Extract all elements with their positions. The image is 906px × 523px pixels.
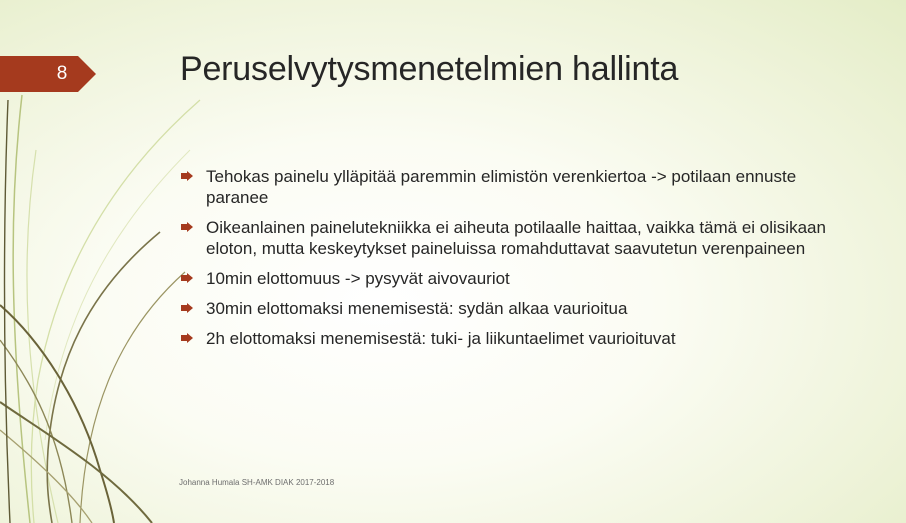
bullet-list (180, 166, 840, 358)
arrow-bullet-icon (181, 222, 193, 232)
bullet-text: 2h elottomaksi menemisestä: tuki- ja liikuntaelimet vaurioituvat (206, 329, 676, 348)
page-number: 8 (56, 63, 68, 84)
slide-title: Peruselvytysmenetelmien hallinta (180, 50, 679, 88)
arrow-bullet-icon (181, 303, 193, 313)
arrow-bullet-icon (181, 171, 193, 181)
bullet-item (180, 328, 840, 349)
bullet-text: Oikeanlainen painelutekniikka ei aiheuta potilaalle haittaa, vaikka tämä ei olisikaan eloton, mutta keskeytykset paineluissa romahduttavat saavutetun verenpaineen (206, 218, 826, 258)
bullet-item (180, 298, 840, 319)
page-number-tab (0, 56, 96, 92)
bullet-item (180, 166, 840, 208)
bullet-text: 30min elottomaksi menemisestä: sydän alkaa vaurioitua (206, 299, 628, 318)
slide-footer: Johanna Humala SH-AMK DIAK 2017-2018 (179, 478, 335, 487)
arrow-bullet-icon (181, 333, 193, 343)
arrow-bullet-icon (181, 273, 193, 283)
bullet-item (180, 217, 840, 259)
bullet-text: Tehokas painelu ylläpitää paremmin elimistön verenkiertoa -> potilaan ennuste paranee (206, 167, 797, 207)
bullet-text: 10min elottomuus -> pysyvät aivovauriot (206, 269, 510, 288)
bullet-item (180, 268, 840, 289)
